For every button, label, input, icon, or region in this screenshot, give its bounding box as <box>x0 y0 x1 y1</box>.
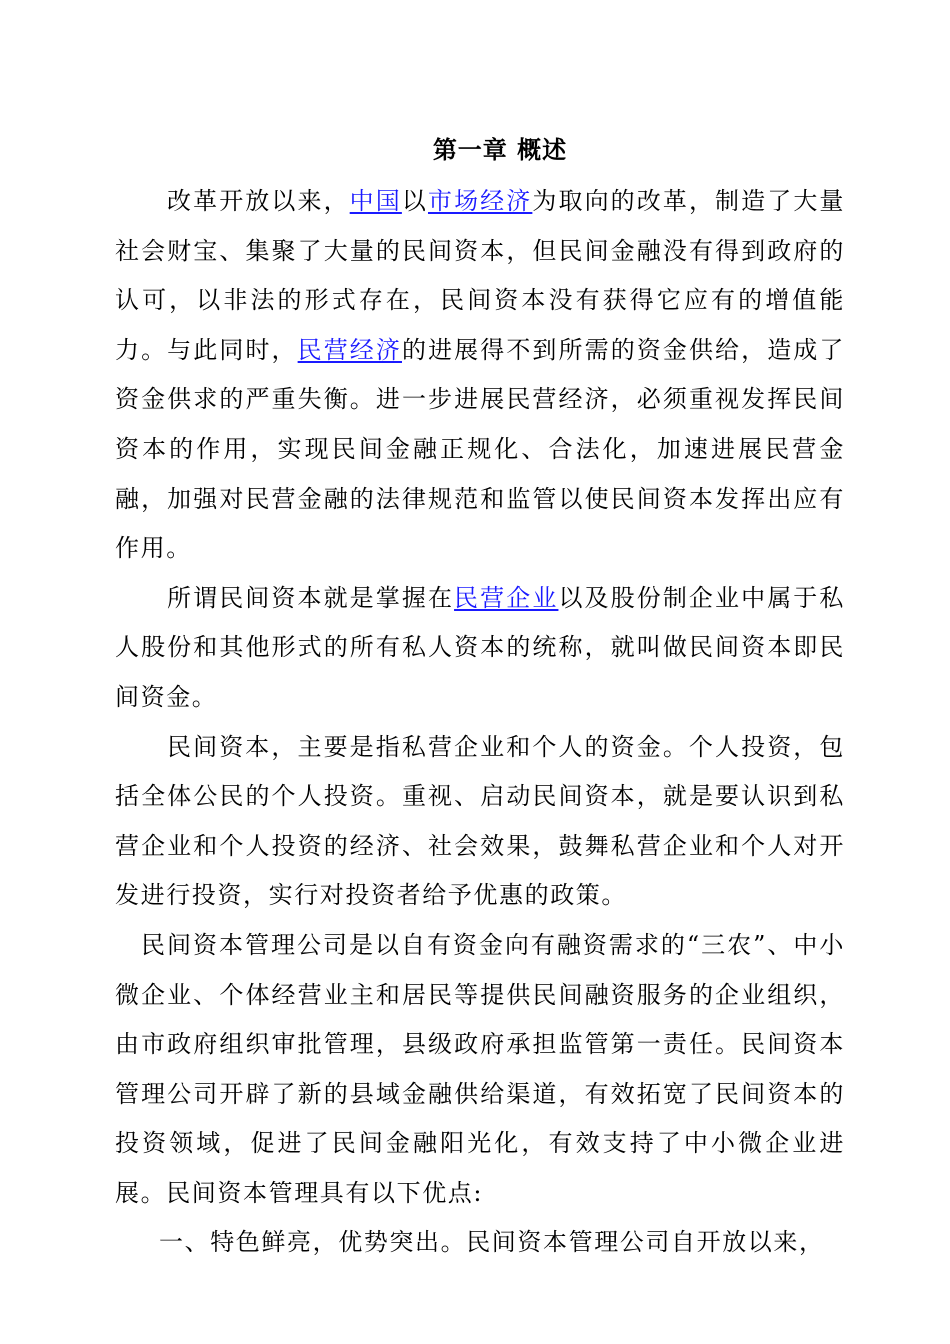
paragraph-text: 的进展得不到所需的资金供给，造成了资金供求的严重失衡。进一步进展民营经济，必须重视发挥民间资本的作用，实现民间金融正规化、合法化，加速进展民营金融，加强对民营金融的法律规范和监管以使民间资本发挥出应有作用。 <box>115 335 845 563</box>
paragraph-text: 改革开放以来， <box>167 187 350 215</box>
paragraph-text: 以及股份制企业中属于私人股份和其他形式的所有私人资本的统称，就叫做民间资本即民间资金。 <box>115 583 845 711</box>
link-private-economy[interactable]: 民营经济 <box>297 335 402 364</box>
paragraph-management-company: 民间资本管理公司是以自有资金向有融资需求的“三农”、中小微企业、个体经营业主和居民等提供民间融资服务的企业组织，由市政府组织审批管理，县级政府承担监管第一责任。民间资本管理公司开辟了新的县域金融供给渠道，有效拓宽了民间资本的投资领域，促进了民间金融阳光化，有效支持了中小微企业进展。民间资本管理具有以下优点: <box>115 930 845 1207</box>
paragraph-definition <box>115 574 845 723</box>
paragraph-private-capital: 民间资本，主要是指私营企业和个人的资金。个人投资，包括全体公民的个人投资。重视、启动民间资本，就是要认识到私营企业和个人投资的经济、社会效果，鼓舞私营企业和个人对开发进行投资，实行对投资者给予优惠的政策。 <box>115 732 845 910</box>
link-market-economy[interactable]: 市场经济 <box>427 187 533 215</box>
paragraph-text: 以 <box>401 187 428 215</box>
chapter-title: 第一章 概述 <box>432 136 568 164</box>
link-private-enterprise[interactable]: 民营企业 <box>454 583 559 612</box>
document-body <box>115 177 845 1268</box>
link-china[interactable]: 中国 <box>349 187 402 215</box>
paragraph-text: 所谓民间资本就是掌握在 <box>167 583 455 612</box>
paragraph-advantage-one: 一、特色鲜亮，优势突出。民间资本管理公司自开放以来， <box>159 1228 825 1257</box>
paragraph-text: 为取向的改革，制造了大量社会财宝、集聚了大量的民间资本，但民间金融没有得到政府的认可，以非法的形式存在，民间资本没有获得它应有的增值能力。与此同时， <box>115 187 846 364</box>
paragraph-intro <box>115 177 845 574</box>
